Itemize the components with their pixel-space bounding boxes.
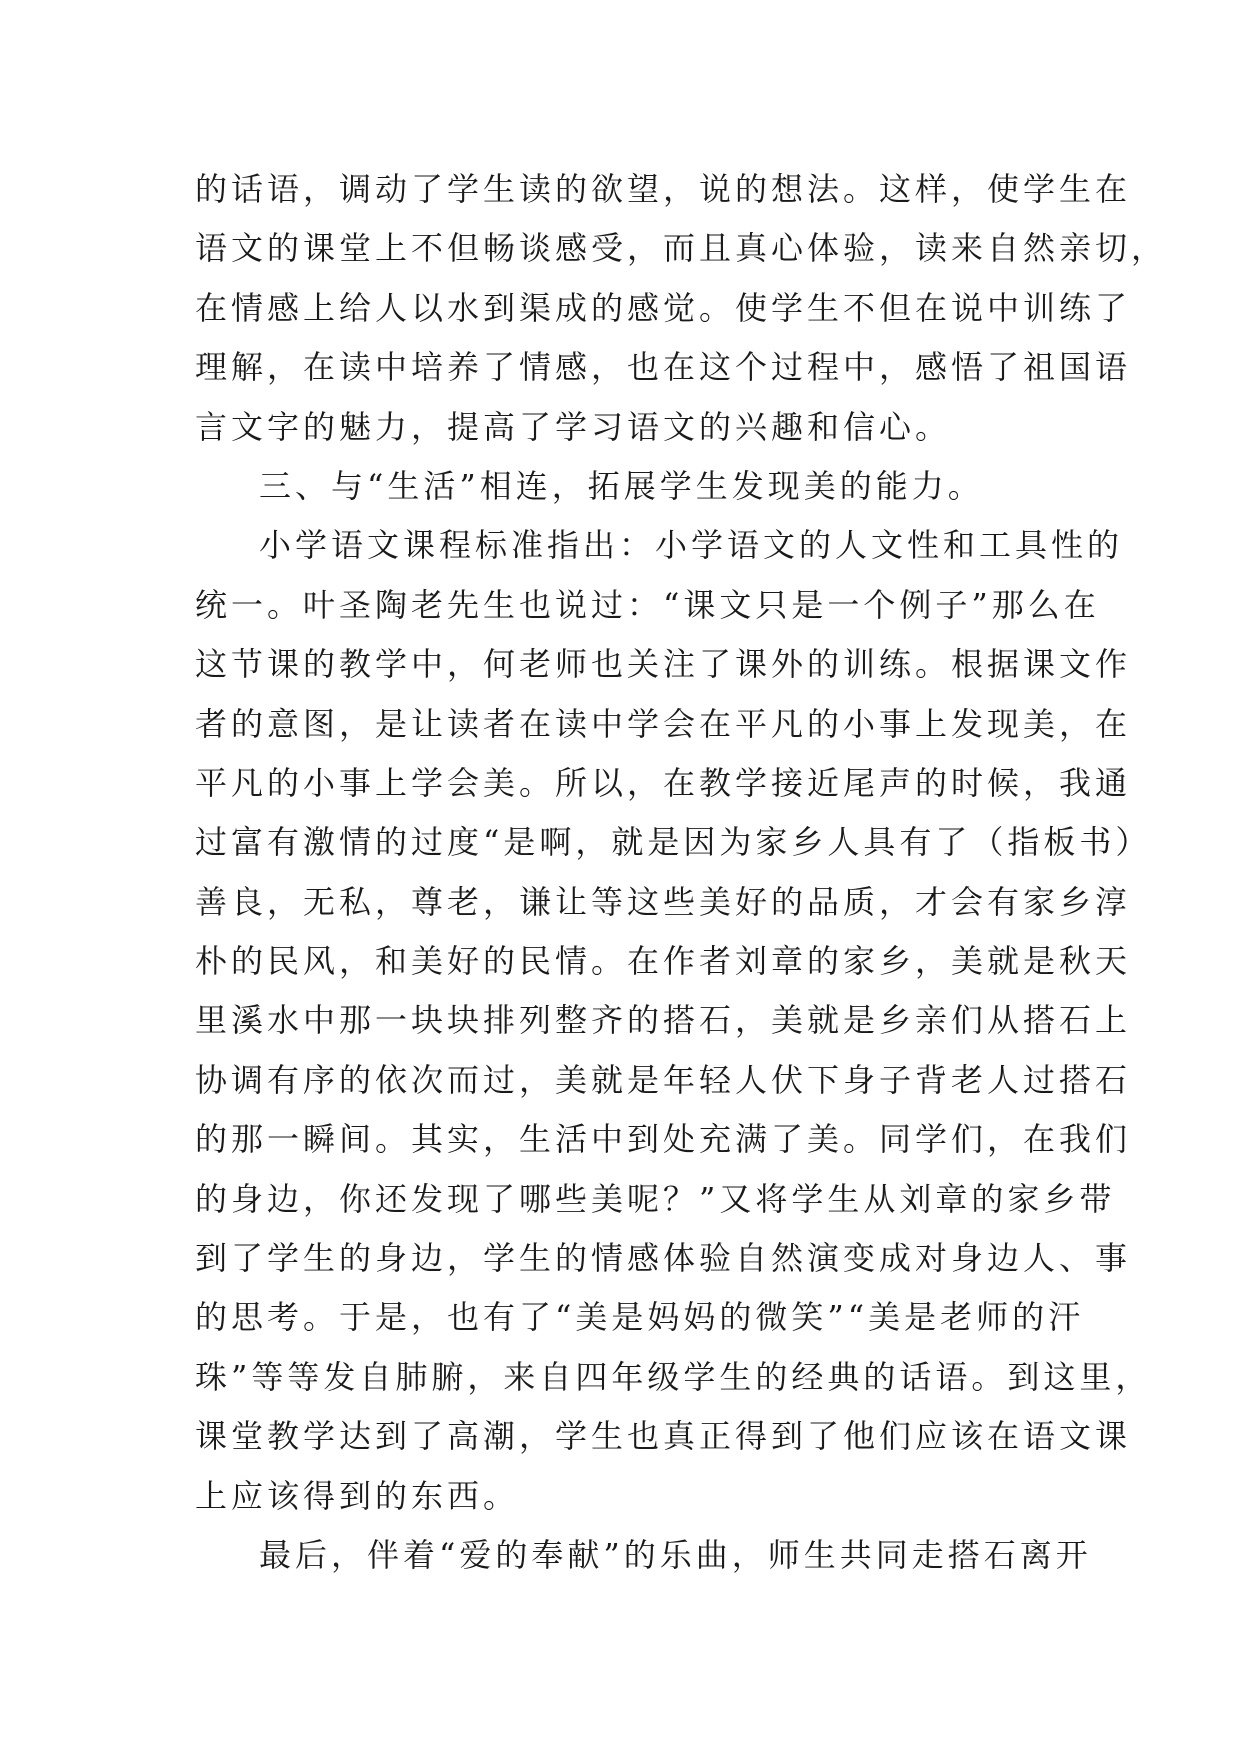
line-text: 课堂教学达到了高潮，学生也真正得到了他们应该在语文课 xyxy=(195,1417,1132,1456)
text-line xyxy=(195,635,1132,694)
line-text: 的那一瞬间。其实，生活中到处充满了美。同学们，在我们 xyxy=(195,1120,1132,1159)
text-line xyxy=(195,1051,1132,1110)
text-line xyxy=(195,1467,1065,1526)
line-text: 朴的民风，和美好的民情。在作者刘章的家乡，美就是秋天 xyxy=(195,942,1132,981)
line-text: 上应该得到的东西。 xyxy=(195,1476,520,1515)
text-line xyxy=(195,516,1124,575)
text-line xyxy=(195,398,1065,457)
text-line xyxy=(195,1288,1085,1347)
text-line xyxy=(195,576,1100,635)
line-text: 过富有激情的过度“是啊，就是因为家乡人具有了（指板书） xyxy=(195,823,1152,862)
text-line xyxy=(195,873,1132,932)
text-line xyxy=(195,338,1132,397)
text-line xyxy=(195,1229,1132,1288)
line-text: 言文字的魅力，提高了学习语文的兴趣和信心。 xyxy=(195,407,952,446)
heading-text: 三、与“生活”相连，拓展学生发现美的能力。 xyxy=(259,466,984,505)
line-text: 协调有序的依次而过，美就是年轻人伏下身子背老人过搭石 xyxy=(195,1060,1132,1099)
text-line xyxy=(195,1348,1152,1407)
line-text: 最后，伴着“爱的奉献”的乐曲，师生共同走搭石离开 xyxy=(259,1535,1092,1574)
text-line xyxy=(195,160,1132,219)
line-text: 这节课的教学中，何老师也关注了课外的训练。根据课文作 xyxy=(195,645,1132,684)
line-text: 平凡的小事上学会美。所以，在教学接近尾声的时候，我通 xyxy=(195,763,1132,802)
line-text: 到了学生的身边，学生的情感体验自然演变成对身边人、事 xyxy=(195,1239,1132,1278)
section-heading xyxy=(195,457,1065,516)
line-text: 善良，无私，尊老，谦让等这些美好的品质，才会有家乡淳 xyxy=(195,882,1132,921)
text-line xyxy=(195,754,1132,813)
text-line xyxy=(195,991,1132,1050)
line-text: 理解，在读中培养了情感，也在这个过程中，感悟了祖国语 xyxy=(195,348,1132,387)
line-text: 统一。叶圣陶老先生也说过：“课文只是一个例子”那么在 xyxy=(195,585,1100,624)
line-text: 里溪水中那一块块排列整齐的搭石，美就是乡亲们从搭石上 xyxy=(195,1001,1132,1040)
line-text: 珠”等等发自肺腑，来自四年级学生的经典的话语。到这里， xyxy=(195,1357,1152,1396)
text-line xyxy=(195,1170,1116,1229)
text-line xyxy=(195,932,1132,991)
text-line xyxy=(195,219,1168,278)
text-line xyxy=(195,1110,1132,1169)
body-text xyxy=(195,160,1168,1585)
line-text: 在情感上给人以水到渠成的感觉。使学生不但在说中训练了 xyxy=(195,288,1132,327)
line-text: 的话语，调动了学生读的欲望，说的想法。这样，使学生在 xyxy=(195,170,1132,208)
line-text: 者的意图，是让读者在读中学会在平凡的小事上发现美，在 xyxy=(195,704,1132,743)
text-line xyxy=(195,695,1132,754)
text-line xyxy=(195,1407,1132,1466)
text-line xyxy=(195,813,1152,872)
line-text: 的身边，你还发现了哪些美呢？”又将学生从刘章的家乡带 xyxy=(195,1179,1116,1218)
text-line xyxy=(195,1526,1092,1585)
line-text: 小学语文课程标准指出：小学语文的人文性和工具性的 xyxy=(259,526,1124,565)
line-text: 的思考。于是，也有了“美是妈妈的微笑”“美是老师的汗 xyxy=(195,1298,1085,1337)
text-line xyxy=(195,279,1132,338)
line-text: 语文的课堂上不但畅谈感受，而且真心体验，读来自然亲切， xyxy=(195,229,1168,268)
